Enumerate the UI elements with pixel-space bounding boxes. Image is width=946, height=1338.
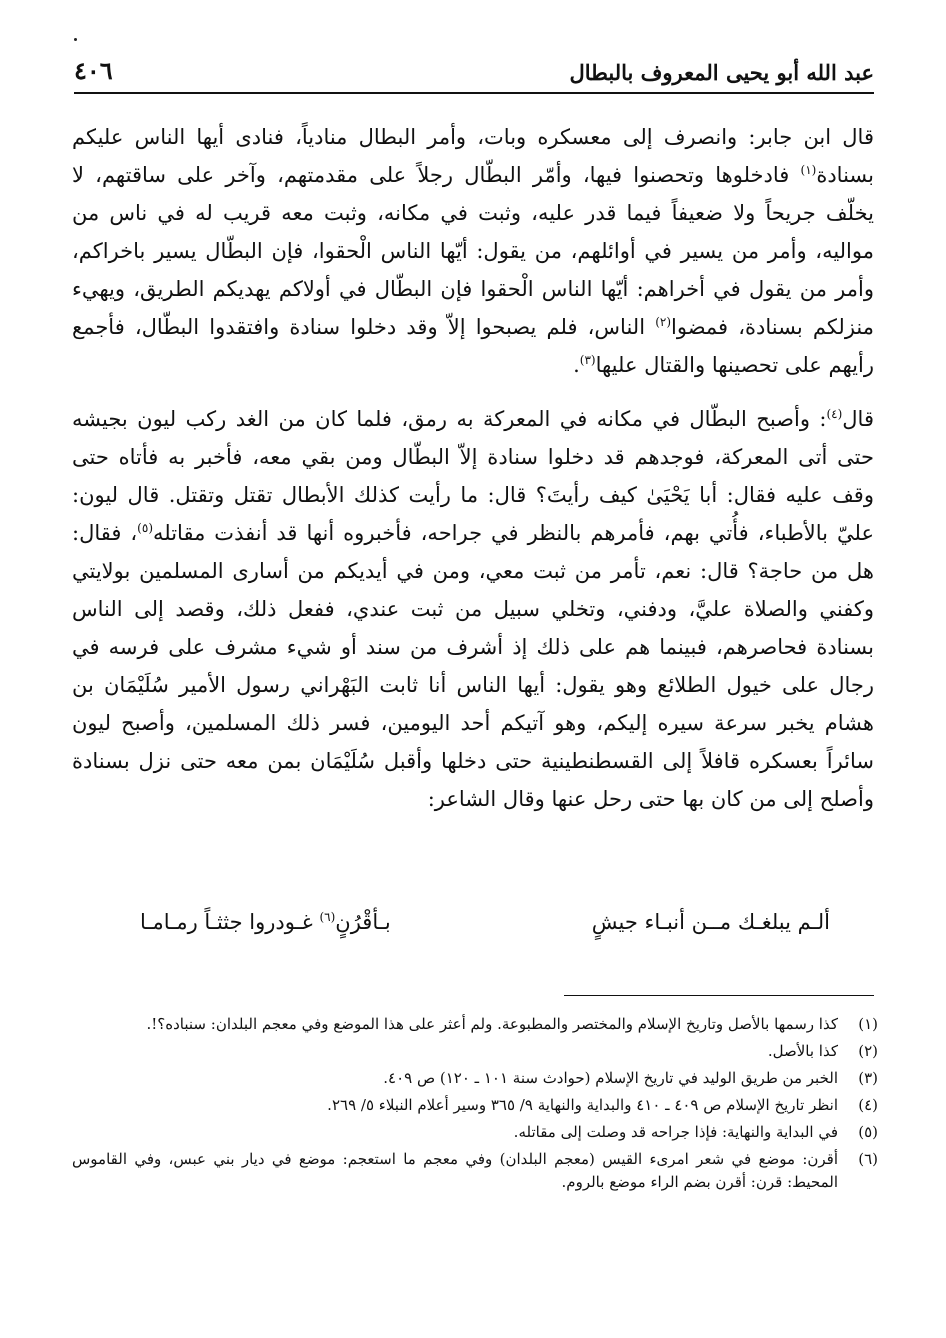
- main-text: [72, 118, 874, 818]
- footnote-number: (٤): [858, 1096, 878, 1114]
- footnote-number: (٦): [858, 1150, 878, 1168]
- paragraph-1: [72, 118, 874, 384]
- footnote-text: انظر تاريخ الإسلام ص ٤٠٩ ـ ٤١٠ والبداية والنهاية ٩/ ٣٦٥ وسير أعلام النبلاء ٥/ ٢٦٩.: [327, 1096, 838, 1114]
- footnote-number: (٢): [858, 1042, 878, 1060]
- verse-first-hemistich: ألـم يبلغـك مــن أنبـاء جيشٍ: [591, 910, 830, 934]
- verse-second-hemistich-a: بـأقْرُنٍ: [335, 910, 391, 934]
- verse-second-hemistich-b: غـودروا جثثـاً رمـامـا: [140, 910, 320, 934]
- paragraph-1-text-d: .: [573, 353, 580, 377]
- footnote-6: [72, 1148, 878, 1194]
- footnote-ref-2: (٢): [655, 315, 672, 329]
- footnote-text: الخبر من طريق الوليد في تاريخ الإسلام (حوادث سنة ١٠١ ـ ١٢٠) ص ٤٠٩.: [383, 1069, 838, 1087]
- footnote-ref-5: (٥): [137, 521, 153, 535]
- footnote-separator: [564, 995, 874, 996]
- paragraph-1-text-b: فادخلوها وتحصنوا فيها، وأمّر البطّال رجلاً على مقدمتهم، وآخر على ساقتهم، لا يخلّف جريحاً ولا ضعيفاً فيما قدر عليه، وثبت في مكانه، وثبت معه قريب له في ناس من مواليه، وأمر من يسير في أوائلهم، من يقول: أيّها الناس الْحقوا، فإن البطّال يسير باخراكم، وأمر من يقول في أخراهم: أيّها الناس الْحقوا فإن البطّال في أولاكم يهديكم الطريق، ويهيء منزلكم بسنادة، فمضوا: [72, 163, 874, 339]
- footnote-1: [72, 1013, 878, 1036]
- footnote-ref-3: (٣): [579, 353, 596, 367]
- footnote-ref-1: (١): [800, 163, 817, 177]
- footnotes: [72, 1013, 878, 1198]
- running-title: عبد الله أبو يحيى المعروف بالبطال: [569, 60, 874, 85]
- footnote-text: أقرن: موضع في شعر امرىء القيس (معجم البلدان) وفي معجم ما استعجم: موضع في ديار بني عبس، وفي القاموس المحيط: قرن: أقرن بضم الراء موضع بالروم.: [72, 1150, 838, 1191]
- paragraph-1-text-c: الناس، فلم يصبحوا إلاّ وقد دخلوا سنادة وافتقدوا البطّال، فأجمع رأيهم على تحصينها والقتال عليها: [72, 315, 874, 377]
- footnote-ref-4: (٤): [826, 407, 843, 421]
- footnote-5: [72, 1121, 878, 1144]
- footnote-3: [72, 1067, 878, 1090]
- page-number: ٤٠٦: [74, 56, 113, 85]
- footnote-number: (٣): [858, 1069, 878, 1087]
- paragraph-2-text-c: ، فقال: هل من حاجة؟ قال: نعم، تأمر من ثبت معي، ومن في أيديكم من أسارى المسلمين بولايتي وكفني والصلاة عليَّ، ودفني، وتخلي سبيل من ثبت عندي، ففعل ذلك، وقصد إلى الناس بسنادة فحاصرهم، فبينما هم على ذلك إذ أشرف من سند أو شيء مشرف على فرسه في رجال على خيول الطلائع وهو يقول: أيها الناس أنا ثابت البَهْراني رسول الأمير سُلَيْمَان بن هشام يخبر سرعة سيره إليكم، وهو آتيكم أحد اليومين، فسر ذلك المسلمين، وأصبح ليون سائراً بعسكره قافلاً إلى القسطنطينية حتى دخلها وأقبل سُلَيْمَان بمن معه حتى نزل بسنادة وأصلح إلى من كان بها حتى رحل عنها وقال الشاعر:: [72, 521, 874, 811]
- footnote-text: في البداية والنهاية: فإذا جراحه قد وصلت إلى مقاتله.: [513, 1123, 838, 1141]
- footnote-number: (٥): [858, 1123, 878, 1141]
- footnote-number: (١): [858, 1015, 878, 1033]
- paragraph-2-text-b: : وأصبح البطّال في مكانه في المعركة به رمق، فلما كان من الغد ركب ليون بجيشه حتى أتى المعركة، فوجدهم قد دخلوا سنادة إلاّ البطّال ومن بقي معه، فأخبر به فأتاه حتى وقف عليه فقال: أبا يَحْيَىٰ كيف رأيتَ؟ قال: ما رأيت كذلك الأبطال تقتل وتقتل. قال ليون: عليّ بالأطباء، فأُتي بهم، فأمرهم بالنظر في جراحه، فأخبروه أنها قد أنفذت مقاتله: [72, 407, 874, 545]
- verse-second-hemistich: [140, 910, 391, 934]
- footnote-2: [72, 1040, 878, 1063]
- poem-verse: [140, 910, 830, 950]
- footnote-text: كذا رسمها بالأصل وتاريخ الإسلام والمختصر والمطبوعة. ولم أعثر على هذا الموضع وفي معجم البلدان: سنباده؟!.: [146, 1015, 838, 1033]
- scan-speck: [74, 38, 77, 41]
- footnote-text: كذا بالأصل.: [767, 1042, 838, 1060]
- page-header: [74, 52, 874, 94]
- paragraph-1-text-a: قال ابن جابر: وانصرف إلى معسكره وبات، وأمر البطال منادياً، فنادى أيها الناس عليكم بسنادة: [72, 125, 874, 187]
- footnote-4: [72, 1094, 878, 1117]
- paragraph-2: [72, 400, 874, 818]
- footnote-ref-6: (٦): [319, 910, 336, 924]
- paragraph-2-text-a: قال: [842, 407, 874, 431]
